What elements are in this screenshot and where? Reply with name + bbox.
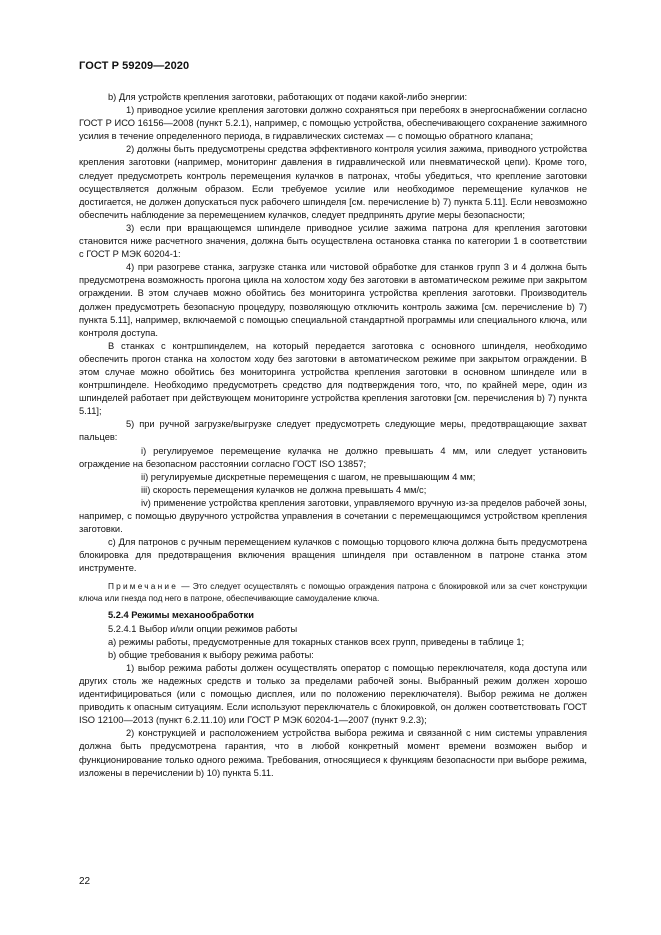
list-item-mode-1: 1) выбор режима работы должен осуществлять оператор с помощью переключателя, кода доступа или других столь же надежных средств и только за пределами рабочей зоны. Выбранный режим должен хорошо идентифицироваться (или с помощью дисплея, или по положению переключателя). Выбор режима не должен приводить к опасным ситуациям. Если используют переключатель с блокировкой, он должен соответствовать ГОСТ ISO 12100—2013 (пункт 6.2.11.10) или ГОСТ Р МЭК 60204-1—2007 (пункт 9.2.3);: [79, 662, 587, 726]
list-item-c: с) Для патронов с ручным перемещением кулачков с помощью торцового ключа должна быть предусмотрена блокировка для предотвращения включения вращения шпинделя при оставленном в патроне станка этом инструменте.: [79, 537, 587, 574]
list-item-b1: 1) приводное усилие крепления заготовки должно сохраняться при перебоях в энергоснабжении согласно ГОСТ Р ИСО 16156—2008 (пункт 5.2.1), например, с помощью устройства, обеспечивающего сохранение зажимного усилия в течение определенного периода, в гидравлических системах — с помощью обратного клапана;: [79, 105, 587, 142]
list-item-b5: 5) при ручной загрузке/выгрузке следует предусмотреть следующие меры, предотвращающие захват пальцев:: [79, 419, 587, 443]
list-item-b-general: b) общие требования к выбору режима работы:: [108, 649, 314, 660]
list-item-b: b) Для устройств крепления заготовки, работающих от подачи какой-либо энергии:: [108, 92, 468, 102]
document-header: ГОСТ Р 59209—2020: [79, 60, 190, 72]
list-item-iii: iii) скорость перемещения кулачков не должна превышать 4 мм/с;: [141, 484, 427, 495]
paragraph-counter-spindle: В станках с контршпинделем, на который передается заготовка с основного шпинделя, необходимо обеспечить прогон станка на холостом ходу без заготовки в автоматическом режиме при закрытом ограждении. В этом случае можно обойтись без мониторинга устройства крепления заготовки в основном шпинделе или в контршпинделе. Необходимо предусмотреть средство для подтверждения того, что, по крайней мере, один из шпинделей работает при действующем мониторинге устройства крепления заготовки [см. перечисления b) 7) пункта 5.11];: [79, 340, 587, 417]
note-label: Примечание: [108, 581, 179, 592]
list-item-mode-2: 2) конструкцией и расположением устройства выбора режима и связанной с ним системы управления должна быть предусмотрена гарантия, что в любой конкретный момент времени возможен выбор и функционирование только одного режима. Требования, относящиеся к функциям безопасности при выборе режима, изложены в перечислении b) 10) пункта 5.11.: [79, 728, 587, 778]
list-item-iv: iv) применение устройства крепления заготовки, управляемого вручную из-за пределов рабочей зоны, например, с помощью двуручного устройства управления в сочетании с перемещающимся устройством крепления заготовки.: [79, 497, 587, 535]
list-item-b2: 2) должны быть предусмотрены средства эффективного контроля усилия зажима, приводного устройства крепления заготовки (например, мониторинг давления в гидравлической или пневматической цепи). Кроме того, следует предусмотреть контроль перемещения кулачков в патронах, чтобы убедиться, что крепление заготовки осуществляется должным образом. Если требуемое усилие или необходимое перемещение кулачков не достигается, не должен допускаться пуск рабочего шпинделя [см. перечисление b) 7) пункта 5.11]. Если невозможно обеспечить наблюдение за перемещением кулачков, следует предпринять другие меры безопасности;: [79, 144, 587, 220]
page-number: 22: [79, 876, 91, 887]
list-item-b3: 3) если при вращающемся шпинделе приводное усилие зажима патрона для крепления заготовки становится ниже расчетного значения, должна быть осуществлена остановка станка по категории 1 в соответствии с ГОСТ Р МЭК 60204-1:: [79, 222, 587, 260]
list-item-ii: ii) регулируемые дискретные перемещения с шагом, не превышающим 4 мм;: [141, 471, 476, 482]
note-text: — Это следует осуществлять с помощью ограждения патрона с блокировкой или за счет конструкции ключа или гнезда под него в патроне, обеспечивающие самоудаление ключа.: [79, 581, 587, 604]
list-item-i: i) регулируемое перемещение кулачка не должно превышать 4 мм, или следует установить ограждение на безопасном расстоянии согласно ГОСТ ISO 13857;: [79, 445, 587, 469]
list-item-b4: 4) при разогреве станка, загрузке станка или чистовой обработке для станков групп 3 и 4 должна быть предусмотрена возможность прогона цикла на холостом ходу без заготовки в автоматическом режиме при закрытом ограждении. В этом случаев можно обойтись без мониторинга устройства крепления заготовки. Производитель должен предусмотреть безопасную процедуру, позволяющую отключить контроль зажима [см. перечисление b) 7) пункта 5.11], например, включаемой с помощью специальной стандартной программы или специального ключа, или контроля доступа.: [79, 262, 587, 338]
note: [79, 580, 587, 604]
subsection-title: 5.2.4.1 Выбор и/или опции режимов работы: [108, 623, 298, 634]
page-content: [79, 91, 587, 780]
section-heading: 5.2.4 Режимы механообработки: [108, 610, 254, 621]
list-item-a: а) режимы работы, предусмотренные для токарных станков всех групп, приведены в таблице 1;: [108, 636, 525, 647]
